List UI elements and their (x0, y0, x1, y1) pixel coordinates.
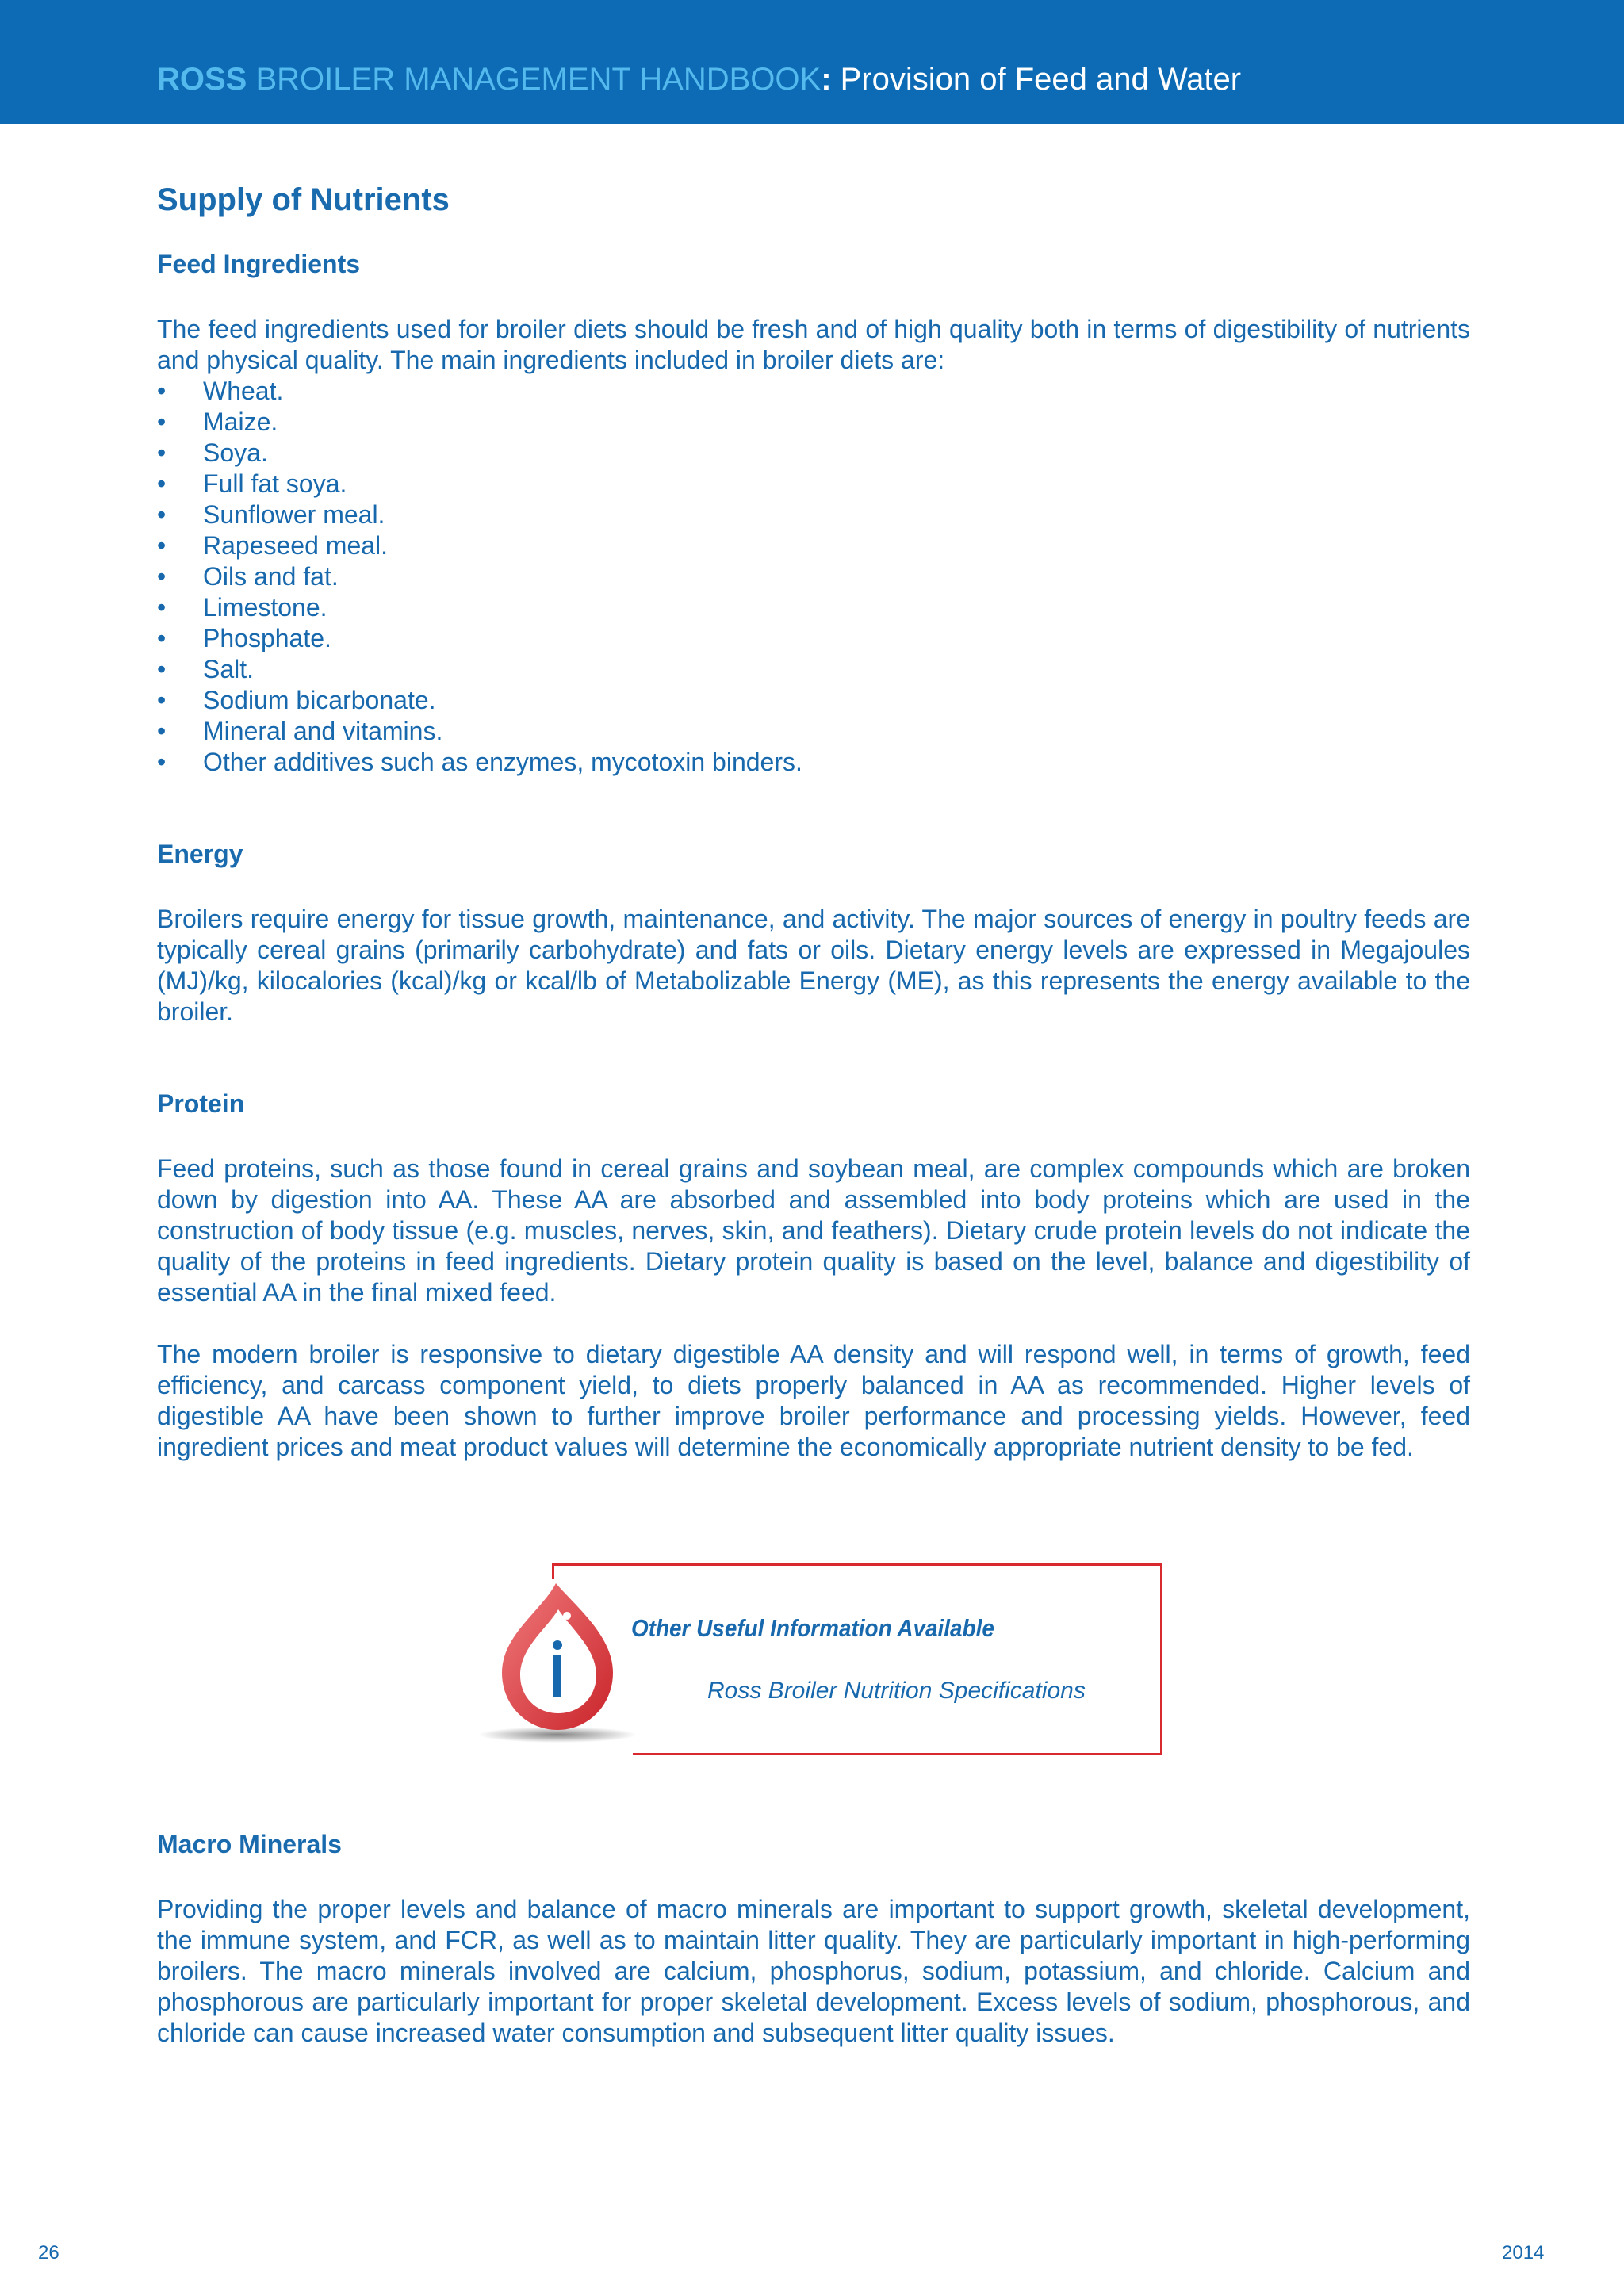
list-item (157, 623, 1470, 654)
callout-heading: Other Useful Information Available (631, 1614, 994, 1642)
list-item-text: Salt. (203, 655, 255, 683)
macro-minerals-section (157, 1830, 1470, 2049)
bullet-icon: • (157, 438, 167, 467)
list-item (157, 747, 1470, 778)
feed-ingredients-heading: Feed Ingredients (157, 250, 361, 278)
bullet-icon: • (157, 469, 167, 498)
info-drop-icon (474, 1579, 641, 1755)
protein-heading: Protein (157, 1089, 245, 1118)
bullet-icon: • (157, 624, 167, 652)
bullet-icon: • (157, 377, 167, 405)
list-item-text: Sodium bicarbonate. (203, 686, 436, 714)
callout-link[interactable]: Ross Broiler Nutrition Specifications (707, 1678, 1086, 1704)
callout-box (552, 1563, 1162, 1755)
list-item-text: Soya. (203, 438, 268, 467)
list-item (157, 716, 1470, 747)
list-item-text: Oils and fat. (203, 562, 339, 591)
list-item-text: Mineral and vitamins. (203, 717, 443, 745)
header-brand: ROSS (157, 62, 247, 97)
list-item (157, 376, 1470, 407)
bullet-icon: • (157, 748, 167, 776)
list-item (157, 407, 1470, 438)
list-item (157, 438, 1470, 469)
bullet-icon: • (157, 655, 167, 683)
list-item (157, 654, 1470, 685)
page-number: 26 (38, 2242, 59, 2263)
list-item (157, 499, 1470, 530)
list-item-text: Phosphate. (203, 624, 331, 652)
list-item (157, 685, 1470, 716)
protein-paragraph-1: Feed proteins, such as those found in cereal grains and soybean meal, are complex compounds which are broken down by digestion into AA. These AA are absorbed and assembled into body proteins which are used in the construction of body tissue (e.g. muscles, nerves, skin, and feathers). Dietary crude protein levels do not indicate the quality of the proteins in feed ingredients. Dietary protein quality is based on the level, balance and digestibility of essential AA in the final mixed feed. (157, 1154, 1470, 1307)
list-item-text: Rapeseed meal. (203, 531, 389, 560)
main-content (157, 182, 1470, 1463)
protein-paragraph-2: The modern broiler is responsive to dietary digestible AA density and will respond well, in terms of growth, feed efficiency, and carcass component yield, to diets properly balanced in AA as recommended. Higher levels of digestible AA have been shown to further improve broiler performance and processing yields. However, feed ingredient prices and meat product values will determine the economically appropriate nutrient density to be fed. (157, 1340, 1470, 1461)
list-item (157, 592, 1470, 623)
header-title (157, 62, 1241, 98)
list-item-text: Wheat. (203, 377, 284, 405)
ingredients-list (157, 376, 1470, 778)
list-item-text: Maize. (203, 408, 278, 436)
list-item-text: Limestone. (203, 593, 327, 622)
header-separator: : (821, 62, 832, 97)
list-item (157, 561, 1470, 592)
header-handbook: BROILER MANAGEMENT HANDBOOK (247, 62, 822, 97)
list-item-text: Other additives such as enzymes, mycotoxin binders. (203, 748, 802, 776)
list-item-text: Sunflower meal. (203, 500, 385, 529)
page-header (0, 0, 1624, 124)
page-title: Supply of Nutrients (157, 182, 450, 217)
bullet-icon: • (157, 593, 167, 622)
bullet-icon: • (157, 686, 167, 714)
bullet-icon: • (157, 717, 167, 745)
info-callout (474, 1563, 1162, 1757)
bullet-icon: • (157, 562, 167, 591)
bullet-icon: • (157, 500, 167, 529)
energy-heading: Energy (157, 840, 243, 868)
energy-body: Broilers require energy for tissue growth, maintenance, and activity. The major sources of energy in poultry feeds are typically cereal grains (primarily carbohydrate) and fats or oils. Dietary energy levels are expressed in Megajoules (MJ)/kg, kilocalories (kcal)/kg or kcal/lb of Metabolizable Energy (ME), as this represents the energy available to the broiler. (157, 905, 1470, 1026)
header-section-title: Provision of Feed and Water (831, 62, 1242, 97)
feed-ingredients-intro: The feed ingredients used for broiler diets should be fresh and of high quality both in terms of digestibility of nutrients and physical quality. The main ingredients included in broiler diets are: (157, 315, 1470, 374)
list-item (157, 469, 1470, 499)
list-item-text: Full fat soya. (203, 469, 347, 498)
list-item (157, 530, 1470, 561)
bullet-icon: • (157, 531, 167, 560)
macro-minerals-heading: Macro Minerals (157, 1830, 342, 1858)
footer-year: 2014 (1502, 2242, 1545, 2263)
bullet-icon: • (157, 408, 167, 436)
macro-minerals-body: Providing the proper levels and balance of macro minerals are important to support growth, skeletal development, the immune system, and FCR, as well as to maintain litter quality. They are particularly important in high-performing broilers. The macro minerals involved are calcium, phosphorus, sodium, potassium, and chloride. Calcium and phosphorous are particularly important for proper skeletal development. Excess levels of sodium, phosphorous, and chloride can cause increased water consumption and subsequent litter quality issues. (157, 1895, 1470, 2047)
